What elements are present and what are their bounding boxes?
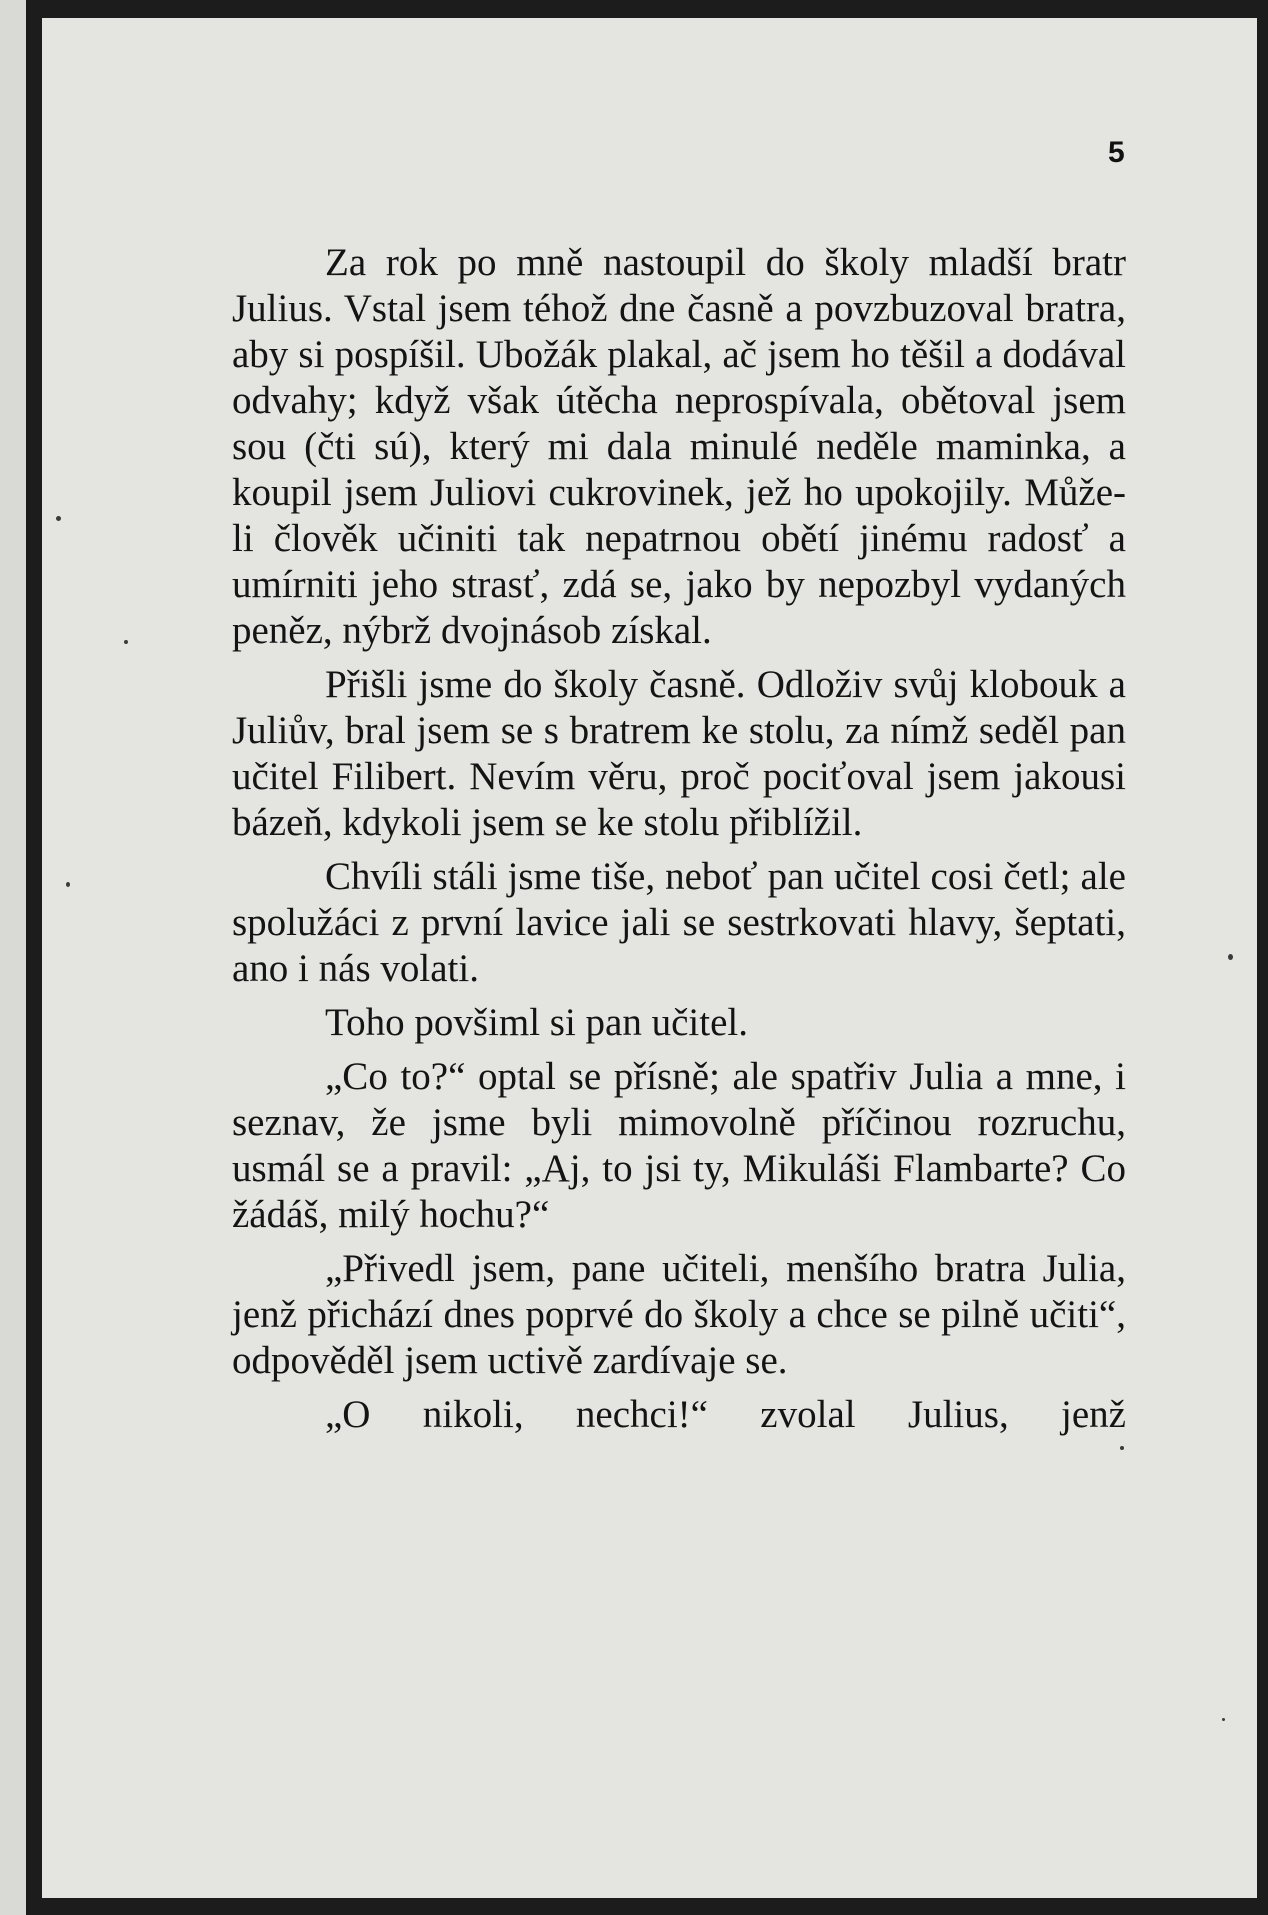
paragraph-5: „Co to?“ optal se přísně; ale spatřiv Julia a mne, i seznav, že jsme byli mimovolně příčinou rozruchu, usmál se a pravil: „Aj, to jsi ty, Mikuláši Flambarte? Co žádáš, milý hochu?“ bbox=[232, 1055, 1126, 1236]
paragraph-3: Chvíli stáli jsme tiše, neboť pan učitel cosi četl; ale spolužáci z první lavice jali se sestrkovati hlavy, šeptati, ano i nás volati. bbox=[232, 855, 1126, 990]
print-speck bbox=[124, 640, 128, 644]
book-page bbox=[42, 18, 1257, 1898]
paragraph-4: Toho povšiml si pan učitel. bbox=[325, 1001, 748, 1044]
print-speck bbox=[56, 516, 61, 521]
paragraph-6: „Přivedl jsem, pane učiteli, menšího bratra Julia, jenž přichází dnes poprvé do školy a chce se pilně učiti“, odpověděl jsem uctivě zardívaje se. bbox=[232, 1247, 1126, 1382]
paragraph-2: Přišli jsme do školy časně. Odloživ svůj klobouk a Juliův, bral jsem se s bratrem ke stolu, za nímž seděl pan učitel Filibert. Nevím věru, proč pociťoval jsem jakousi bázeň, kdykoli jsem se ke stolu přiblížil. bbox=[232, 663, 1126, 844]
print-speck bbox=[1222, 1718, 1225, 1721]
page-number: 5 bbox=[1108, 136, 1125, 169]
print-speck bbox=[1228, 954, 1233, 960]
print-speck bbox=[1120, 1446, 1124, 1450]
paragraph-1: Za rok po mně nastoupil do školy mladší bratr Julius. Vstal jsem téhož dne časně a povzbuzoval bratra, aby si pospíšil. Ubožák plakal, ač jsem ho těšil a dodával odvahy; když však útěcha neprospívala, obětoval jsem sou (čti sú), který mi dala minulé neděle maminka, a koupil jsem Juliovi cukrovinek, jež ho upokojily. Může-li člověk učiniti tak nepatrnou obětí jinému radosť a umírniti jeho strasť, zdá se, jako by nepozbyl vydaných peněz, nýbrž dvojnásob získal. bbox=[232, 241, 1126, 652]
paragraph-7: „O nikoli, nechci!“ zvolal Julius, jenž bbox=[325, 1393, 1126, 1436]
adjacent-page-edge bbox=[0, 0, 30, 1915]
print-speck bbox=[66, 882, 70, 887]
body-text bbox=[232, 240, 1126, 1446]
